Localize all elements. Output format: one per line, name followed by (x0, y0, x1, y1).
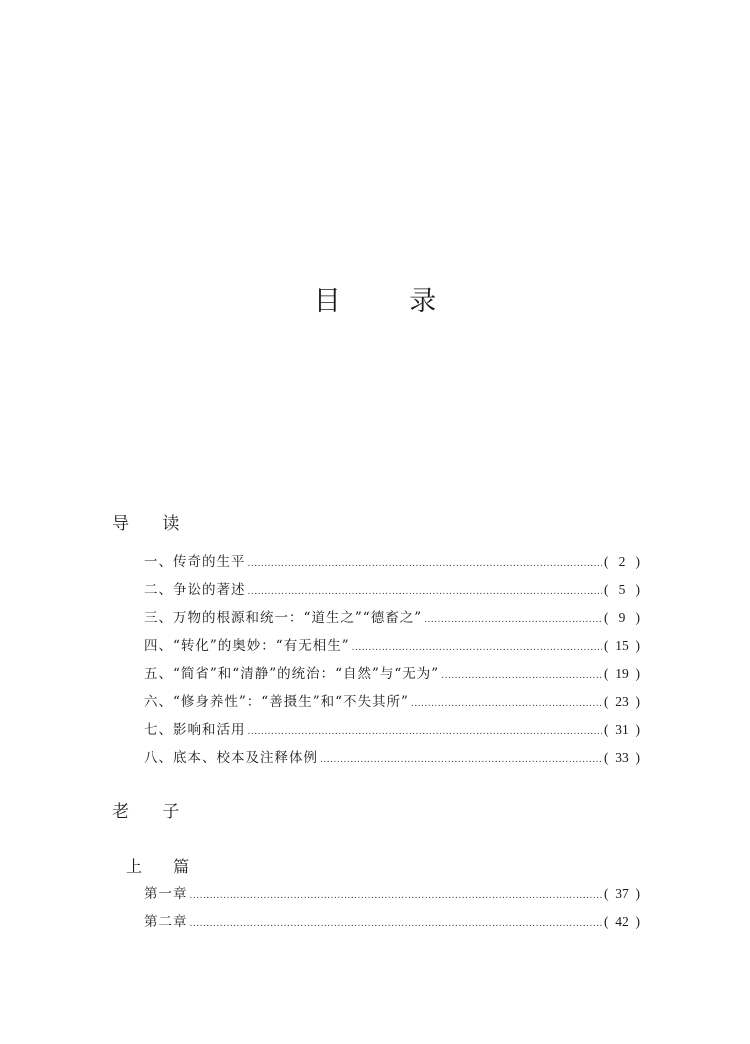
toc-entry-page: ( 2 ) (604, 554, 640, 569)
toc-entry-label: 第一章 (144, 886, 188, 902)
toc-entry-page: ( 42 ) (604, 914, 640, 929)
toc-entry-page: ( 23 ) (604, 694, 640, 709)
section-heading-laozi: 老 子 (112, 802, 194, 822)
dot-leader (441, 662, 602, 690)
toc-entry[interactable] (144, 744, 640, 772)
toc-entry-label: 一、传奇的生平 (144, 554, 246, 570)
toc-entry[interactable] (144, 576, 640, 604)
page-title: 目 录 (313, 286, 467, 317)
section-heading-daodu: 导 读 (112, 514, 194, 534)
toc-entry-label: 四、“转化”的奥妙：“有无相生” (144, 638, 350, 654)
dot-leader (411, 690, 602, 718)
toc-entry-label: 五、“简省”和“清静”的统治：“自然”与“无为” (144, 666, 440, 682)
dot-leader (190, 910, 603, 938)
dot-leader (320, 746, 602, 774)
toc-entry-label: 六、“修身养性”：“善摄生”和“不失其所” (144, 694, 409, 710)
toc-entry-label: 八、底本、校本及注释体例 (144, 750, 318, 766)
toc-entry-page: ( 15 ) (604, 638, 640, 653)
toc-entry[interactable] (144, 548, 640, 576)
toc-entry-label: 七、影响和活用 (144, 722, 246, 738)
toc-entry[interactable] (144, 604, 640, 632)
dot-leader (424, 606, 602, 634)
dot-leader (190, 882, 603, 910)
toc-entry-page: ( 37 ) (604, 886, 640, 901)
toc-entry-page: ( 31 ) (604, 722, 640, 737)
dot-leader (248, 550, 603, 578)
toc-entry[interactable] (144, 660, 640, 688)
toc-entry-label: 二、争讼的著述 (144, 582, 246, 598)
dot-leader (352, 634, 602, 662)
toc-entry-page: ( 19 ) (604, 666, 640, 681)
toc-entry[interactable] (144, 880, 640, 908)
toc-entry[interactable] (144, 688, 640, 716)
dot-leader (248, 718, 603, 746)
dot-leader (248, 578, 603, 606)
toc-entry[interactable] (144, 908, 640, 936)
toc-entry[interactable] (144, 716, 640, 744)
toc-entry-label: 第二章 (144, 914, 188, 930)
toc-entry-page: ( 5 ) (604, 582, 640, 597)
toc-entry-label: 三、万物的根源和统一：“道生之”“德畜之” (144, 610, 423, 626)
toc-list-shangpian (144, 880, 640, 936)
toc-entry[interactable] (144, 632, 640, 660)
subsection-heading-shangpian: 上 篇 (126, 857, 203, 876)
toc-entry-page: ( 33 ) (604, 750, 640, 765)
toc-entry-page: ( 9 ) (604, 610, 640, 625)
toc-list-daodu (144, 548, 640, 772)
